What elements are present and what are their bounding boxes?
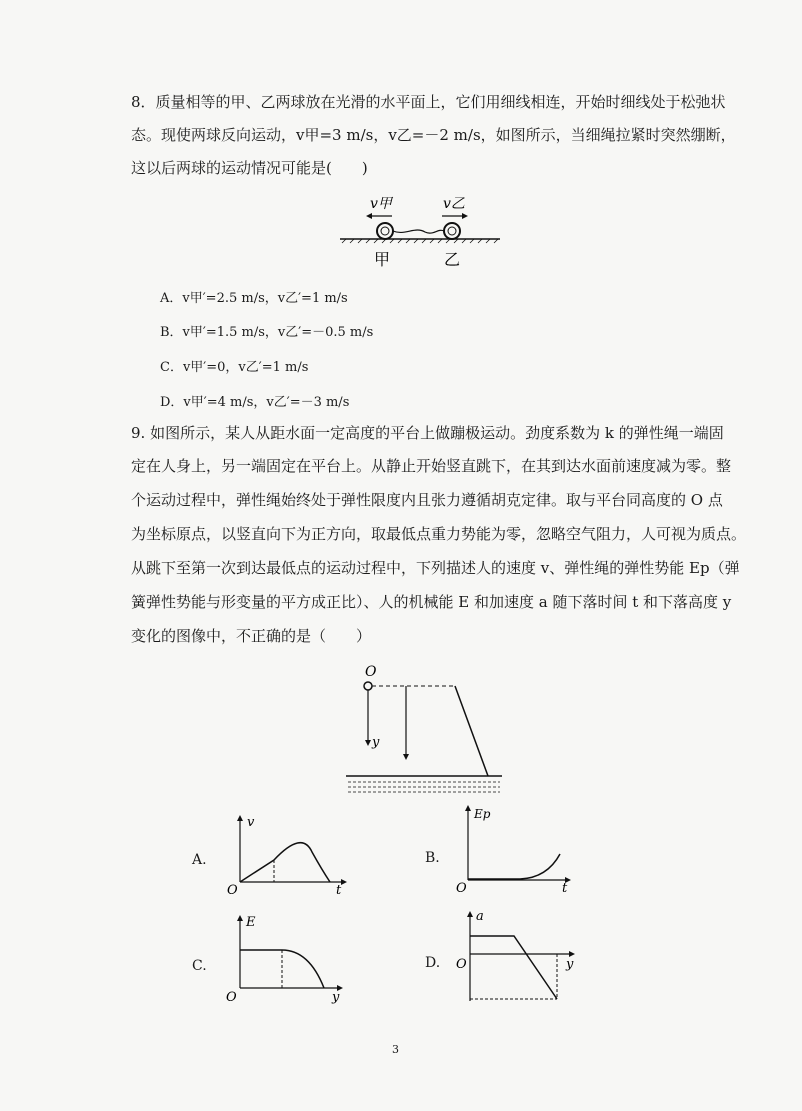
q9-platform-figure [340,660,510,800]
q9-line-5: 从跳下至第一次到达最低点的运动过程中，下列描述人的速度 v、弹性绳的弹性势能 Ep（弹 [131,559,740,577]
q8-figure [330,190,510,270]
graph-d-x-label: y [566,957,574,972]
q8-option-c: C．v甲′=0，v乙′=1 m/s [160,360,309,375]
q8-option-b: B．v甲′=1.5 m/s，v乙′=－0.5 m/s [160,325,374,340]
graph-a-curve [240,843,330,882]
q8-line-1: 8．质量相等的甲、乙两球放在光滑的水平面上，它们用细线相连，开始时细线处于松弛状 [131,93,726,111]
q8-ball-left-label: 甲 [374,250,391,269]
graph-b-label: B. [425,850,440,866]
q9-line-7: 变化的图像中，不正确的是（ ） [131,627,372,645]
q9-person [364,682,372,690]
q8-ball-right [444,223,460,239]
q9-origin-label: O [365,664,377,680]
q9-water [348,782,500,792]
graph-c-x-label: y [332,990,340,1004]
q8-line-2: 态。现使两球反向运动，v甲=3 m/s，v乙=－2 m/s，如图所示，当细绳拉紧时突然绷断， [131,126,736,144]
q9-line-1: 9. 如图所示，某人从距水面一定高度的平台上做蹦极运动。劲度系数为 k 的弹性绳一端固 [131,424,724,442]
graph-c [224,912,354,1004]
graph-d [452,906,587,1006]
graph-b-curve [468,854,560,879]
graph-b-origin: O [456,881,467,896]
q8-arrow-right-head [462,213,468,219]
graph-d-origin: O [456,957,467,972]
graph-d-curve [470,936,557,999]
graph-a-label: A. [192,852,207,868]
graph-c-label: C. [192,958,207,974]
graph-a-origin: O [227,883,238,897]
graph-a-x-label: t [336,883,342,897]
page-number: 3 [392,1043,399,1056]
q9-line-6: 簧弹性势能与形变量的平方成正比）、人的机械能 E 和加速度 a 随下落时间 t 和下落高度 y [131,593,732,611]
q8-option-a: A．v甲′=2.5 m/s，v乙′=1 m/s [160,291,348,306]
q8-ball-left [377,223,393,239]
q9-line-4: 为坐标原点，以竖直向下为正方向，取最低点重力势能为零，忽略空气阻力，人可视为质点。 [131,525,747,543]
graph-c-y-label: E [246,915,256,930]
graph-b-y-label: Ep [474,807,491,821]
q8-arrow-left-head [366,213,372,219]
graph-d-y-label: a [476,909,484,924]
q9-line-3: 个运动过程中，弹性绳始终处于弹性限度内且张力遵循胡克定律。取与平台同高度的 O 点 [131,491,723,509]
graph-a [222,812,352,897]
q9-line-2: 定在人身上，另一端固定在平台上。从静止开始竖直跳下，在其到达水面前速度减为零。整 [131,457,732,475]
graph-b-x-label: t [562,881,568,896]
q8-option-d: D．v甲′=4 m/s，v乙′=－3 m/s [160,395,350,410]
q8-v-left-label: v甲 [370,196,392,212]
q8-string [393,230,444,233]
q9-platform-edge [455,686,488,776]
q9-y-label: y [372,735,380,750]
graph-b [452,802,582,897]
q8-v-right-label: v乙 [443,196,465,212]
q8-ball-right-label: 乙 [444,250,461,269]
q8-line-3: 这以后两球的运动情况可能是( ) [131,159,368,177]
graph-a-y-label: v [247,815,255,830]
graph-c-origin: O [226,990,237,1004]
graph-d-label: D. [425,955,441,971]
